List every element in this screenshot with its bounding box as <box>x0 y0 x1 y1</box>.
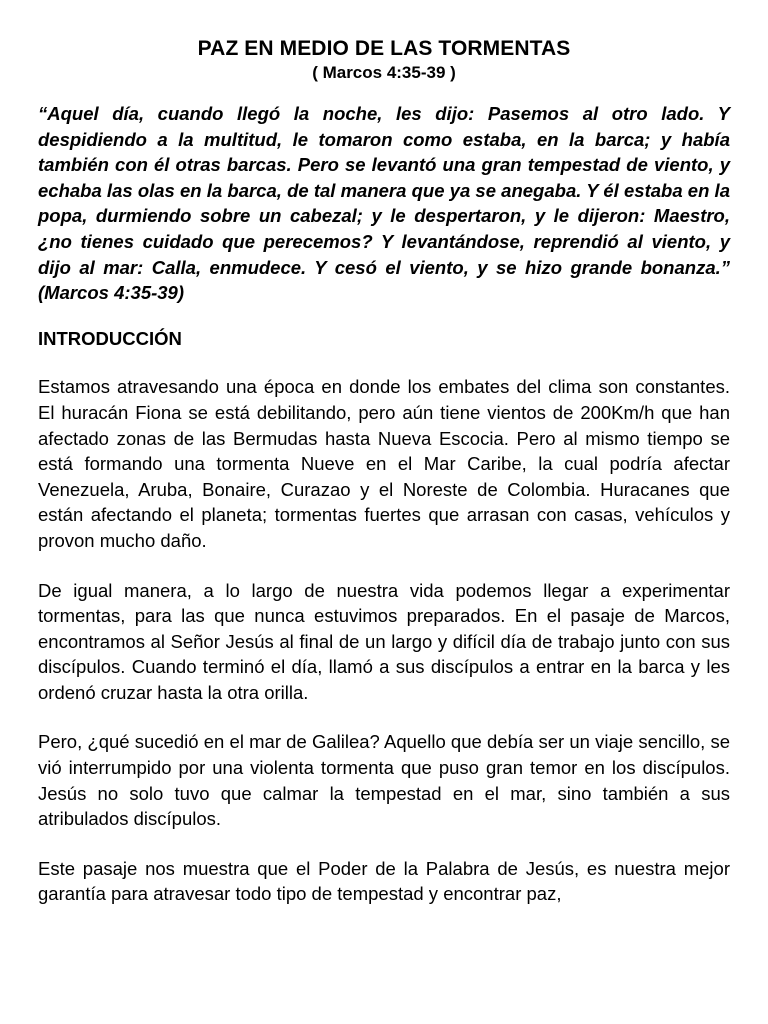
section-heading: INTRODUCCIÓN <box>38 327 182 349</box>
document-page <box>38 36 730 931</box>
paragraph-4: Este pasaje nos muestra que el Poder de la Palabra de Jesús, es nuestra mejor garantía para atravesar todo tipo de tempestad y encontrar paz, <box>38 857 730 905</box>
document-title: PAZ EN MEDIO DE LAS TORMENTAS <box>197 37 571 60</box>
paragraph-3: Pero, ¿qué sucedió en el mar de Galilea? Aquello que debía ser un viaje sencillo, se vió interrumpido por una violenta tormenta que puso gran temor en los discípulos. Jesús no solo tuvo que calmar la tempestad en el mar, sino también a sus atribulados discípulos. <box>38 731 730 830</box>
scripture-quote: “Aquel día, cuando llegó la noche, les dijo: Pasemos al otro lado. Y despidiendo a la multitud, le tomaron como estaba, en la barca; y había también con él otras barcas. Pero se levantó una gran tempestad de viento, y echaba las olas en la barca, de tal manera que ya se anegaba. Y él estaba en la popa, durmiendo sobre un cabezal; y le despertaron, y le dijeron: Maestro, ¿no tienes cuidado que perecemos? Y levantándose, reprendió al viento, y dijo al mar: Calla, enmudece. Y cesó el viento, y se hizo grande bonanza.” (Marcos 4:35-39) <box>38 103 730 304</box>
paragraph-2: De igual manera, a lo largo de nuestra vida podemos llegar a experimentar tormentas, para las que nunca estuvimos preparados. En el pasaje de Marcos, encontramos al Señor Jesús al final de un largo y difícil día de trabajo junto con sus discípulos. Cuando terminó el día, llamó a sus discípulos a entrar en la barca y les ordenó cruzar hasta la otra orilla. <box>38 579 730 703</box>
paragraph-1: Estamos atravesando una época en donde los embates del clima son constantes. El huracán Fiona se está debilitando, pero aún tiene vientos de 200Km/h que han afectado zonas de las Bermudas hasta Nueva Escocia. Pero al mismo tiempo se está formando una tormenta Nueve en el Mar Caribe, la cual podría afectar Venezuela, Aruba, Bonaire, Curazao y el Noreste de Colombia. Huracanes que están afectando el planeta; tormentas fuertes que arrasan con casas, vehículos y provon mucho daño. <box>38 376 730 551</box>
scripture-reference: ( Marcos 4:35-39 ) <box>312 63 456 82</box>
